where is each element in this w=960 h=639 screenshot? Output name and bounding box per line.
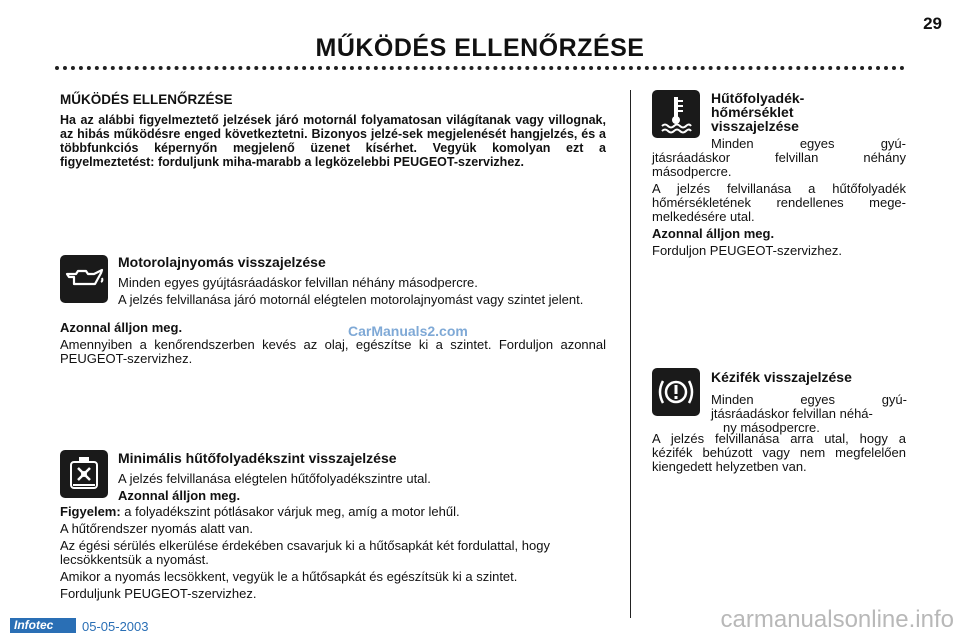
brake-heading: Kézifék visszajelzése xyxy=(711,369,852,385)
page-number: 29 xyxy=(923,14,942,33)
brake-text-1a: Minden egyes gyú- xyxy=(711,392,907,407)
coolant-level-text-4: Amikor a nyomás lecsökkent, vegyük le a hűtősapkát és egészítsük ki a szintet. xyxy=(60,569,518,584)
coolant-level-text-5: Forduljunk PEUGEOT-szervizhez. xyxy=(60,586,257,601)
column-divider xyxy=(630,90,631,618)
coolant-level-heading: Minimális hűtőfolyadékszint visszajelzése xyxy=(118,450,397,466)
coolant-level-notes xyxy=(60,505,606,604)
oil-text-2: A jelzés felvillanása járó motornál elégtelen motorolajnyomást vagy szintet jelent. xyxy=(118,292,584,307)
title-divider xyxy=(55,66,905,70)
note-text: a folyadékszint pótlásakor várjuk meg, amíg a motor lehűl. xyxy=(120,504,460,519)
brake-text-1c: ny másodpercre. xyxy=(723,420,820,435)
brake-heading-block xyxy=(711,369,907,438)
intro-text: Ha az alábbi figyelmeztető jelzések járó motornál folyamatosan világítanak vagy villognak, az hibás működésre enged következtetni. Bizonyos jelzé-sek megjelenését hangjelzés, és a többfunkciós képernyőn megjelenő üzenet kísérhet. Vegyük komolyan ezt a figyelmeztetést: forduljunk miha-marabb a legközelebbi PEUGEOT-szervizhez. xyxy=(60,113,606,169)
coolant-level-text-1: A jelzés felvillanása elégtelen hűtőfolyadékszintre utal. xyxy=(118,471,431,486)
intro-heading: MŰKÖDÉS ELLENŐRZÉSE xyxy=(60,92,233,107)
oil-text-1: Minden egyes gyújtásráadáskor felvillan néhány másodpercre. xyxy=(118,275,478,290)
brake-text-1b: jtásráadáskor felvillan néhá- xyxy=(711,406,873,421)
coolant-level-text-2: A hűtőrendszer nyomás alatt van. xyxy=(60,521,253,536)
oil-stop-text: Azonnal álljon meg. xyxy=(60,320,183,335)
page-title: MŰKÖDÉS ELLENŐRZÉSE xyxy=(315,34,645,62)
coolant-temp-section xyxy=(652,137,906,261)
intro-section xyxy=(60,113,606,169)
watermark-carmanualsonline: carmanualsonline.info xyxy=(720,606,954,633)
footer-date: 05-05-2003 xyxy=(82,619,149,634)
oil-pressure-action xyxy=(60,321,606,369)
coolant-level-text-3: Az égési sérülés elkerülése érdekében csavarjuk ki a hűtősapkát két fordulattal, hogy lecsökkentsük a nyomást. xyxy=(60,538,550,567)
coolant-level-section xyxy=(118,450,606,506)
oil-can-icon xyxy=(60,255,108,303)
coolant-level-stop-text: Azonnal álljon meg. xyxy=(118,488,241,503)
watermark-carmanuals2: CarManuals2.com xyxy=(348,323,468,339)
note-label: Figyelem: xyxy=(60,504,121,519)
coolant-temp-text-2: A jelzés felvillanása a hűtőfolyadék hőmérsékletének rendellenes mege-melkedésére utal. xyxy=(652,181,906,224)
oil-text-3: Amennyiben a kenőrendszerben kevés az olaj, egészítse ki a szintet. Forduljon azonnal PEUGEOT-szervizhez. xyxy=(60,337,606,366)
coolant-temp-text-1b: jtásráadáskor felvillan néhány másodpercre. xyxy=(652,150,906,179)
coolant-temperature-icon xyxy=(652,90,700,138)
coolant-temp-text-1a: Minden egyes gyú- xyxy=(711,136,906,151)
coolant-temp-stop-text: Azonnal álljon meg. xyxy=(652,226,775,241)
coolant-temp-heading: Hűtőfolyadék- hőmérséklet visszajelzése xyxy=(711,90,805,134)
brake-section xyxy=(652,432,906,477)
infotec-logo: Infotec xyxy=(10,618,76,633)
oil-pressure-section xyxy=(118,254,606,310)
brake-warning-icon xyxy=(652,368,700,416)
oil-heading: Motorolajnyomás visszajelzése xyxy=(118,254,326,270)
brake-text-2: A jelzés felvillanása arra utal, hogy a kézifék behúzott vagy nem megfelelően kiengedett helyzetben van. xyxy=(652,431,906,474)
coolant-temp-text-3: Forduljon PEUGEOT-szervizhez. xyxy=(652,243,843,258)
coolant-level-icon xyxy=(60,450,108,498)
